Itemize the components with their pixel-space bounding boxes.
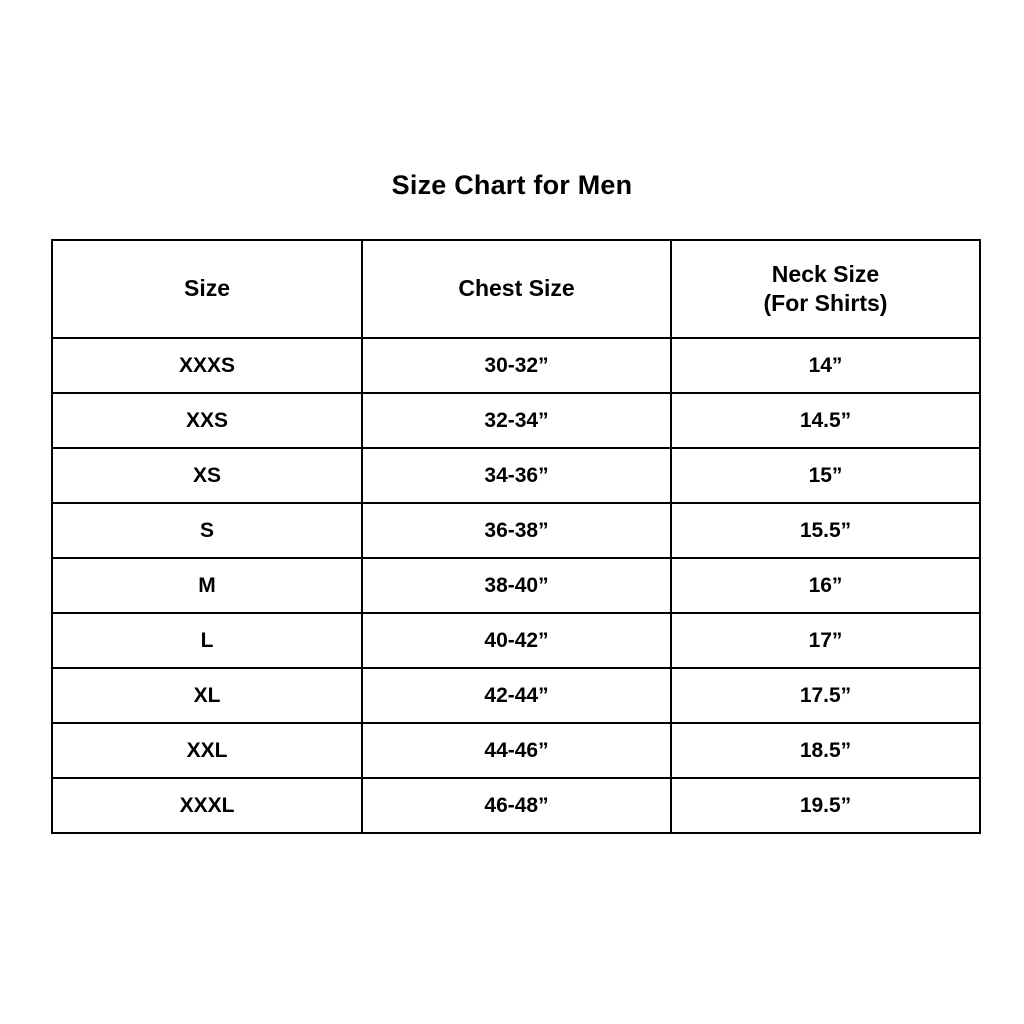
column-header-chest (362, 240, 671, 338)
table-row (52, 668, 980, 723)
cell-size: XXS (52, 393, 362, 448)
cell-chest: 32-34” (362, 393, 671, 448)
cell-chest: 34-36” (362, 448, 671, 503)
cell-size: XXL (52, 723, 362, 778)
column-header-neck-label: Neck Size (771, 260, 880, 287)
cell-neck: 19.5” (671, 778, 980, 833)
cell-size: XXXS (52, 338, 362, 393)
table-row (52, 503, 980, 558)
page-title: Size Chart for Men (391, 170, 633, 200)
table-header-row (52, 240, 980, 338)
table-row (52, 723, 980, 778)
table-row (52, 558, 980, 613)
cell-chest: 46-48” (362, 778, 671, 833)
table-body (52, 338, 980, 833)
table-row (52, 448, 980, 503)
cell-neck: 18.5” (671, 723, 980, 778)
cell-neck: 15” (671, 448, 980, 503)
cell-size: XS (52, 448, 362, 503)
table-row (52, 338, 980, 393)
cell-chest: 44-46” (362, 723, 671, 778)
cell-chest: 30-32” (362, 338, 671, 393)
size-chart-table (51, 239, 981, 834)
table-header (52, 240, 980, 338)
cell-size: M (52, 558, 362, 613)
cell-neck: 14” (671, 338, 980, 393)
cell-chest: 36-38” (362, 503, 671, 558)
cell-size: XXXL (52, 778, 362, 833)
cell-chest: 42-44” (362, 668, 671, 723)
table-row (52, 393, 980, 448)
column-header-neck (671, 240, 980, 338)
cell-size: L (52, 613, 362, 668)
column-header-size-label: Size (183, 275, 231, 302)
table-row (52, 778, 980, 833)
column-header-chest-label: Chest Size (458, 275, 575, 302)
cell-chest: 40-42” (362, 613, 671, 668)
cell-size: S (52, 503, 362, 558)
cell-neck: 15.5” (671, 503, 980, 558)
cell-size: XL (52, 668, 362, 723)
cell-neck: 16” (671, 558, 980, 613)
cell-neck: 17.5” (671, 668, 980, 723)
cell-neck: 14.5” (671, 393, 980, 448)
column-header-size (52, 240, 362, 338)
cell-chest: 38-40” (362, 558, 671, 613)
cell-neck: 17” (671, 613, 980, 668)
column-header-neck-sublabel: (For Shirts) (763, 290, 888, 316)
table-row (52, 613, 980, 668)
